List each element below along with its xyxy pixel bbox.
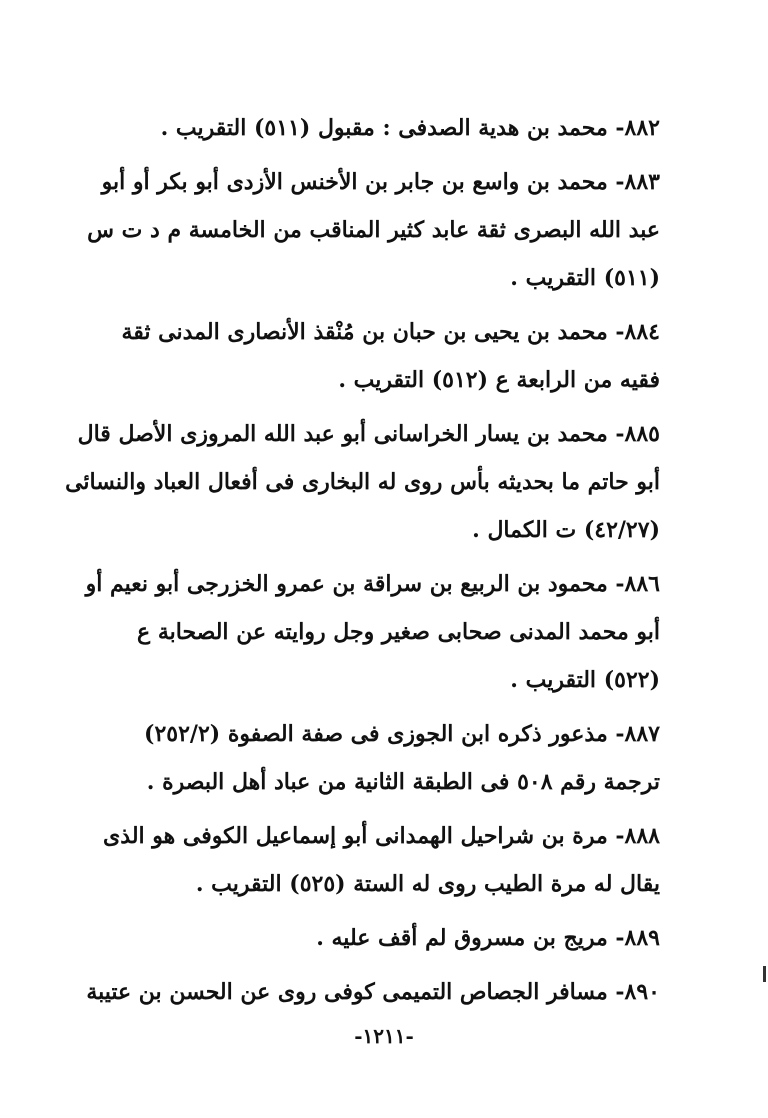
scan-edge-mark bbox=[763, 966, 766, 982]
entry-line: أبو محمد المدنى صحابى صغير وجل روايته عن الصحابة ع bbox=[137, 619, 660, 645]
entry-line: ٨٨٨- مرة بن شراحيل الهمدانى أبو إسماعيل الكوفى هو الذى bbox=[103, 823, 660, 849]
entry-line: ٨٨٧- مذعور ذكره ابن الجوزى فى صفة الصفوة (٢٥٢/٢) bbox=[144, 721, 660, 747]
entry-line: (٥٢٢) التقريب . bbox=[510, 667, 660, 693]
entry-line: ٨٨٣- محمد بن واسع بن جابر بن الأخنس الأزدى أبو بكر أو أبو bbox=[101, 169, 660, 195]
entry-line: (٤٢/٢٧) ت الكمال . bbox=[472, 517, 660, 543]
entry-line: ٨٨٩- مريج بن مسروق لم أقف عليه . bbox=[316, 925, 660, 951]
entry-line: (٥١١) التقريب . bbox=[510, 265, 660, 291]
entry bbox=[60, 158, 660, 302]
entry bbox=[60, 308, 660, 404]
entry bbox=[60, 410, 660, 554]
entry-line: ٨٨٢- محمد بن هدية الصدفى : مقبول (٥١١) التقريب . bbox=[160, 115, 660, 141]
entry-line: فقيه من الرابعة ع (٥١٢) التقريب . bbox=[338, 367, 660, 393]
entry-line: ٨٨٤- محمد بن يحيى بن حبان بن مُنْقذ الأنصارى المدنى ثقة bbox=[121, 319, 660, 345]
entry bbox=[60, 914, 660, 962]
page-number: -١٢١١- bbox=[354, 1024, 414, 1048]
body-text bbox=[60, 104, 660, 1022]
entry-line: أبو حاتم ما بحديثه بأس روى له البخارى فى أفعال العباد والنسائى bbox=[65, 469, 660, 495]
entry bbox=[60, 710, 660, 806]
entry-line: يقال له مرة الطيب روى له الستة (٥٢٥) التقريب . bbox=[195, 871, 660, 897]
entry bbox=[60, 560, 660, 704]
entry-line: ٨٨٦- محمود بن الربيع بن سراقة بن عمرو الخزرجى أبو نعيم أو bbox=[85, 571, 660, 597]
entry-line: ترجمة رقم ٥٠٨ فى الطبقة الثانية من عباد أهل البصرة . bbox=[146, 769, 660, 795]
entry bbox=[60, 968, 660, 1016]
entry bbox=[60, 104, 660, 152]
entry bbox=[60, 812, 660, 908]
entry-line: ٨٩٠- مسافر الجصاص التميمى كوفى روى عن الحسن بن عتيبة bbox=[86, 979, 660, 1005]
entry-line: ٨٨٥- محمد بن يسار الخراسانى أبو عبد الله المروزى الأصل قال bbox=[77, 421, 660, 447]
entry-line: عبد الله البصرى ثقة عابد كثير المناقب من الخامسة م د ت س bbox=[87, 217, 660, 243]
